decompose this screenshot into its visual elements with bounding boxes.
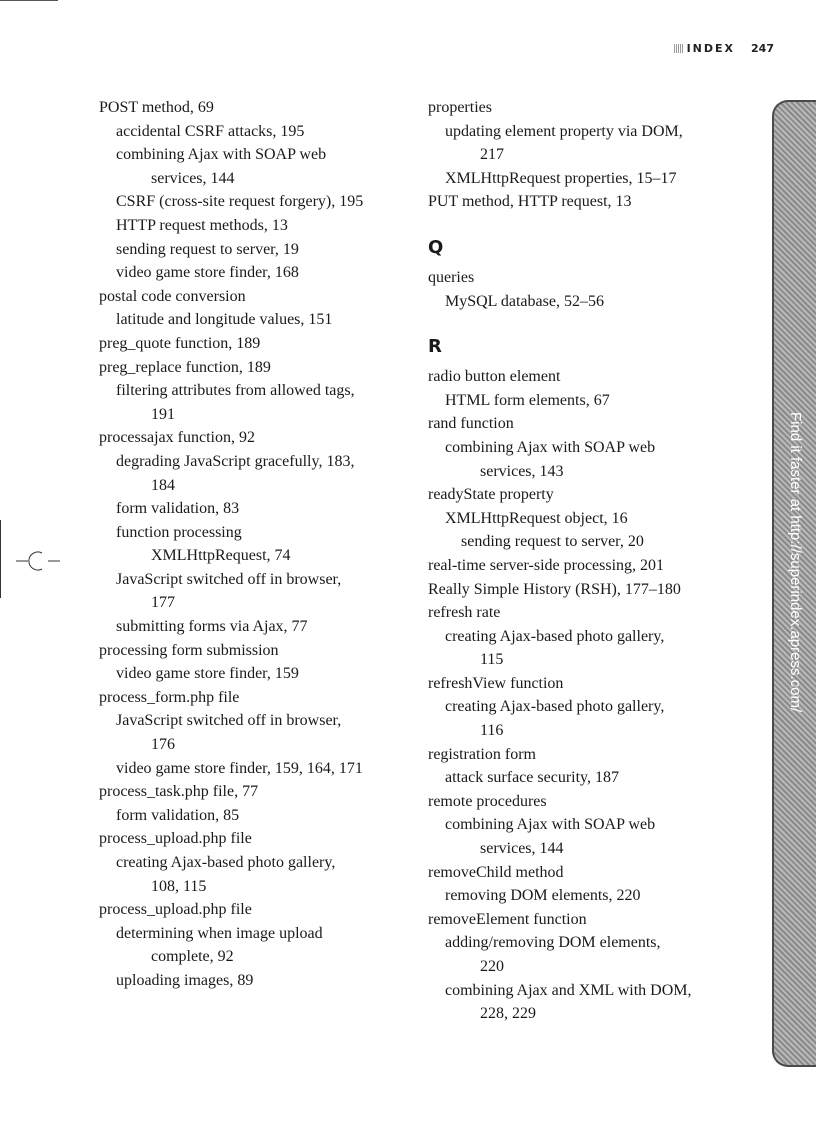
index-entry-text: removeElement function — [428, 910, 587, 928]
index-entry — [99, 285, 409, 309]
index-entry — [99, 143, 409, 190]
index-entry — [428, 389, 758, 413]
index-entry — [428, 578, 758, 602]
index-entry-text: rand function — [428, 415, 514, 433]
page-number: 247 — [751, 42, 774, 55]
index-entry — [428, 979, 758, 1026]
section-letter: Q — [428, 236, 444, 258]
section-title: INDEX — [686, 42, 736, 55]
index-entry — [99, 851, 409, 898]
index-entry-continuation: XMLHttpRequest, 74 — [151, 547, 291, 565]
index-entry — [428, 695, 758, 742]
index-entry-text: combining Ajax with SOAP web — [445, 816, 656, 834]
index-entry-text: registration form — [428, 745, 536, 763]
index-entry-continuation: services, 144 — [151, 169, 235, 187]
top-rule — [0, 0, 58, 1]
index-entry-text: attack surface security, 187 — [445, 769, 619, 787]
index-entry — [99, 261, 409, 285]
index-entry-text: latitude and longitude values, 151 — [116, 311, 333, 329]
index-entry-continuation: 116 — [480, 722, 504, 740]
index-entry-text: creating Ajax-based photo gallery, — [116, 854, 336, 871]
running-head-marker — [674, 44, 684, 53]
index-entry-text: JavaScript switched off in browser, — [116, 712, 342, 730]
index-entry-text: processajax function, 92 — [99, 429, 255, 447]
index-entry-text: combining Ajax and XML with DOM, — [445, 981, 692, 999]
index-entry — [428, 120, 758, 167]
running-head — [674, 42, 774, 55]
index-entry-text: uploading images, 89 — [116, 971, 254, 989]
index-entry-text: form validation, 83 — [116, 500, 240, 518]
index-entry — [99, 308, 409, 332]
index-entry-text: properties — [428, 99, 492, 116]
index-entry-text: form validation, 85 — [116, 806, 240, 824]
index-entry — [428, 365, 758, 389]
index-entry-text: removing DOM elements, 220 — [445, 887, 641, 905]
index-entry — [428, 530, 758, 554]
index-entry-text: process_task.php file, 77 — [99, 783, 259, 801]
index-entry-continuation: 220 — [480, 958, 504, 975]
index-entry-text: process_form.php file — [99, 688, 240, 706]
index-entry — [99, 190, 409, 214]
index-entry-text: filtering attributes from allowed tags, — [116, 382, 355, 400]
index-entry-text: preg_quote function, 189 — [99, 334, 261, 352]
index-entry — [428, 507, 758, 531]
registration-mark-icon — [16, 549, 60, 573]
index-entry-text: refresh rate — [428, 604, 501, 622]
index-entry-continuation: 191 — [151, 405, 175, 423]
index-entry — [99, 780, 409, 804]
index-entry — [99, 662, 409, 686]
index-entry-continuation: services, 143 — [480, 462, 564, 480]
index-entry-text: MySQL database, 52–56 — [445, 292, 604, 310]
index-entry-text: PUT method, HTTP request, 13 — [428, 193, 632, 211]
index-column-left — [99, 96, 409, 993]
index-entry — [99, 804, 409, 828]
index-entry — [99, 969, 409, 993]
index-entry — [428, 908, 758, 932]
index-entry — [99, 639, 409, 663]
index-entry-text: removeChild method — [428, 863, 564, 881]
index-entry-text: remote procedures — [428, 792, 547, 810]
index-entry — [99, 521, 409, 568]
index-entry — [99, 898, 409, 922]
index-entry-text: process_upload.php file — [99, 830, 252, 848]
index-entry-text: CSRF (cross-site request forgery), 195 — [116, 193, 364, 211]
index-entry — [99, 238, 409, 262]
index-entry — [428, 190, 758, 214]
index-entry-text: determining when image upload — [116, 924, 323, 942]
index-column-right — [428, 96, 758, 1026]
index-entry — [428, 884, 758, 908]
index-entry — [99, 120, 409, 144]
index-entry — [428, 766, 758, 790]
index-entry-continuation: 217 — [480, 146, 504, 164]
index-entry-text: XMLHttpRequest properties, 15–17 — [445, 169, 677, 187]
index-entry — [428, 266, 758, 290]
index-entry — [428, 436, 758, 483]
index-entry-text: postal code conversion — [99, 287, 246, 305]
index-entry-text: real-time server-side processing, 201 — [428, 556, 665, 574]
index-entry — [428, 625, 758, 672]
index-entry-text: video game store finder, 168 — [116, 264, 299, 282]
index-entry-text: combining Ajax with SOAP web — [445, 438, 656, 456]
index-entry — [99, 332, 409, 356]
index-entry-text: readyState property — [428, 486, 554, 504]
thumb-tab-url: Find it faster at http://superindex.apress.com/ — [787, 412, 804, 713]
index-entry — [99, 356, 409, 380]
index-entry — [428, 412, 758, 436]
index-entry-text: video game store finder, 159, 164, 171 — [116, 759, 363, 777]
index-entry-continuation: services, 144 — [480, 840, 564, 858]
index-entry — [428, 601, 758, 625]
index-entry — [428, 861, 758, 885]
index-entry-text: queries — [428, 268, 475, 286]
gutter-rule — [0, 520, 1, 598]
index-entry-text: adding/removing DOM elements, — [445, 934, 661, 952]
index-entry — [99, 709, 409, 756]
index-entry-text: radio button element — [428, 368, 561, 386]
index-entry-continuation: complete, 92 — [151, 948, 234, 966]
index-entry-text: video game store finder, 159 — [116, 665, 299, 683]
index-entry — [99, 615, 409, 639]
index-entry — [99, 497, 409, 521]
index-entry-continuation: 115 — [480, 651, 504, 669]
index-entry-text: degrading JavaScript gracefully, 183, — [116, 452, 355, 470]
section-letter: R — [428, 336, 442, 358]
index-entry — [428, 483, 758, 507]
index-entry-text: Really Simple History (RSH), 177–180 — [428, 580, 681, 598]
index-entry-text: JavaScript switched off in browser, — [116, 570, 342, 588]
index-entry-text: submitting forms via Ajax, 77 — [116, 618, 308, 636]
index-entry-text: preg_replace function, 189 — [99, 358, 271, 376]
index-entry-text: process_upload.php file — [99, 901, 252, 919]
index-entry-continuation: 184 — [151, 476, 175, 494]
index-entry-text: XMLHttpRequest object, 16 — [445, 509, 628, 527]
index-entry — [99, 827, 409, 851]
index-entry — [428, 554, 758, 578]
index-entry — [428, 672, 758, 696]
index-entry — [99, 686, 409, 710]
index-entry — [99, 922, 409, 969]
index-entry — [99, 214, 409, 238]
index-entry-text: processing form submission — [99, 641, 279, 659]
index-entry — [428, 167, 758, 191]
index-entry-text: updating element property via DOM, — [445, 122, 683, 140]
index-entry — [428, 813, 758, 860]
index-entry — [428, 290, 758, 314]
index-entry-text: HTML form elements, 67 — [445, 391, 610, 409]
index-entry-continuation: 176 — [151, 736, 175, 754]
index-entry-text: combining Ajax with SOAP web — [116, 146, 327, 164]
index-entry-text: creating Ajax-based photo gallery, — [445, 698, 665, 716]
index-entry-continuation: 228, 229 — [480, 1005, 536, 1023]
index-entry-continuation: 177 — [151, 594, 175, 612]
index-entry-continuation: 108, 115 — [151, 877, 207, 895]
index-entry-text: refreshView function — [428, 674, 564, 692]
index-entry — [428, 743, 758, 767]
index-entry — [428, 96, 758, 120]
index-entry-text: HTTP request methods, 13 — [116, 216, 288, 234]
index-entry-text: creating Ajax-based photo gallery, — [445, 627, 665, 645]
index-entry — [428, 790, 758, 814]
index-entry-text: accidental CSRF attacks, 195 — [116, 122, 305, 140]
index-entry — [99, 757, 409, 781]
index-entry-text: function processing — [116, 523, 242, 541]
index-entry-text: sending request to server, 20 — [461, 533, 644, 551]
index-entry — [99, 450, 409, 497]
index-entry — [99, 96, 409, 120]
index-entry-text: sending request to server, 19 — [116, 240, 299, 258]
index-entry — [99, 426, 409, 450]
index-entry — [99, 568, 409, 615]
index-entry — [428, 931, 758, 978]
index-entry-text: POST method, 69 — [99, 99, 214, 116]
index-entry — [99, 379, 409, 426]
